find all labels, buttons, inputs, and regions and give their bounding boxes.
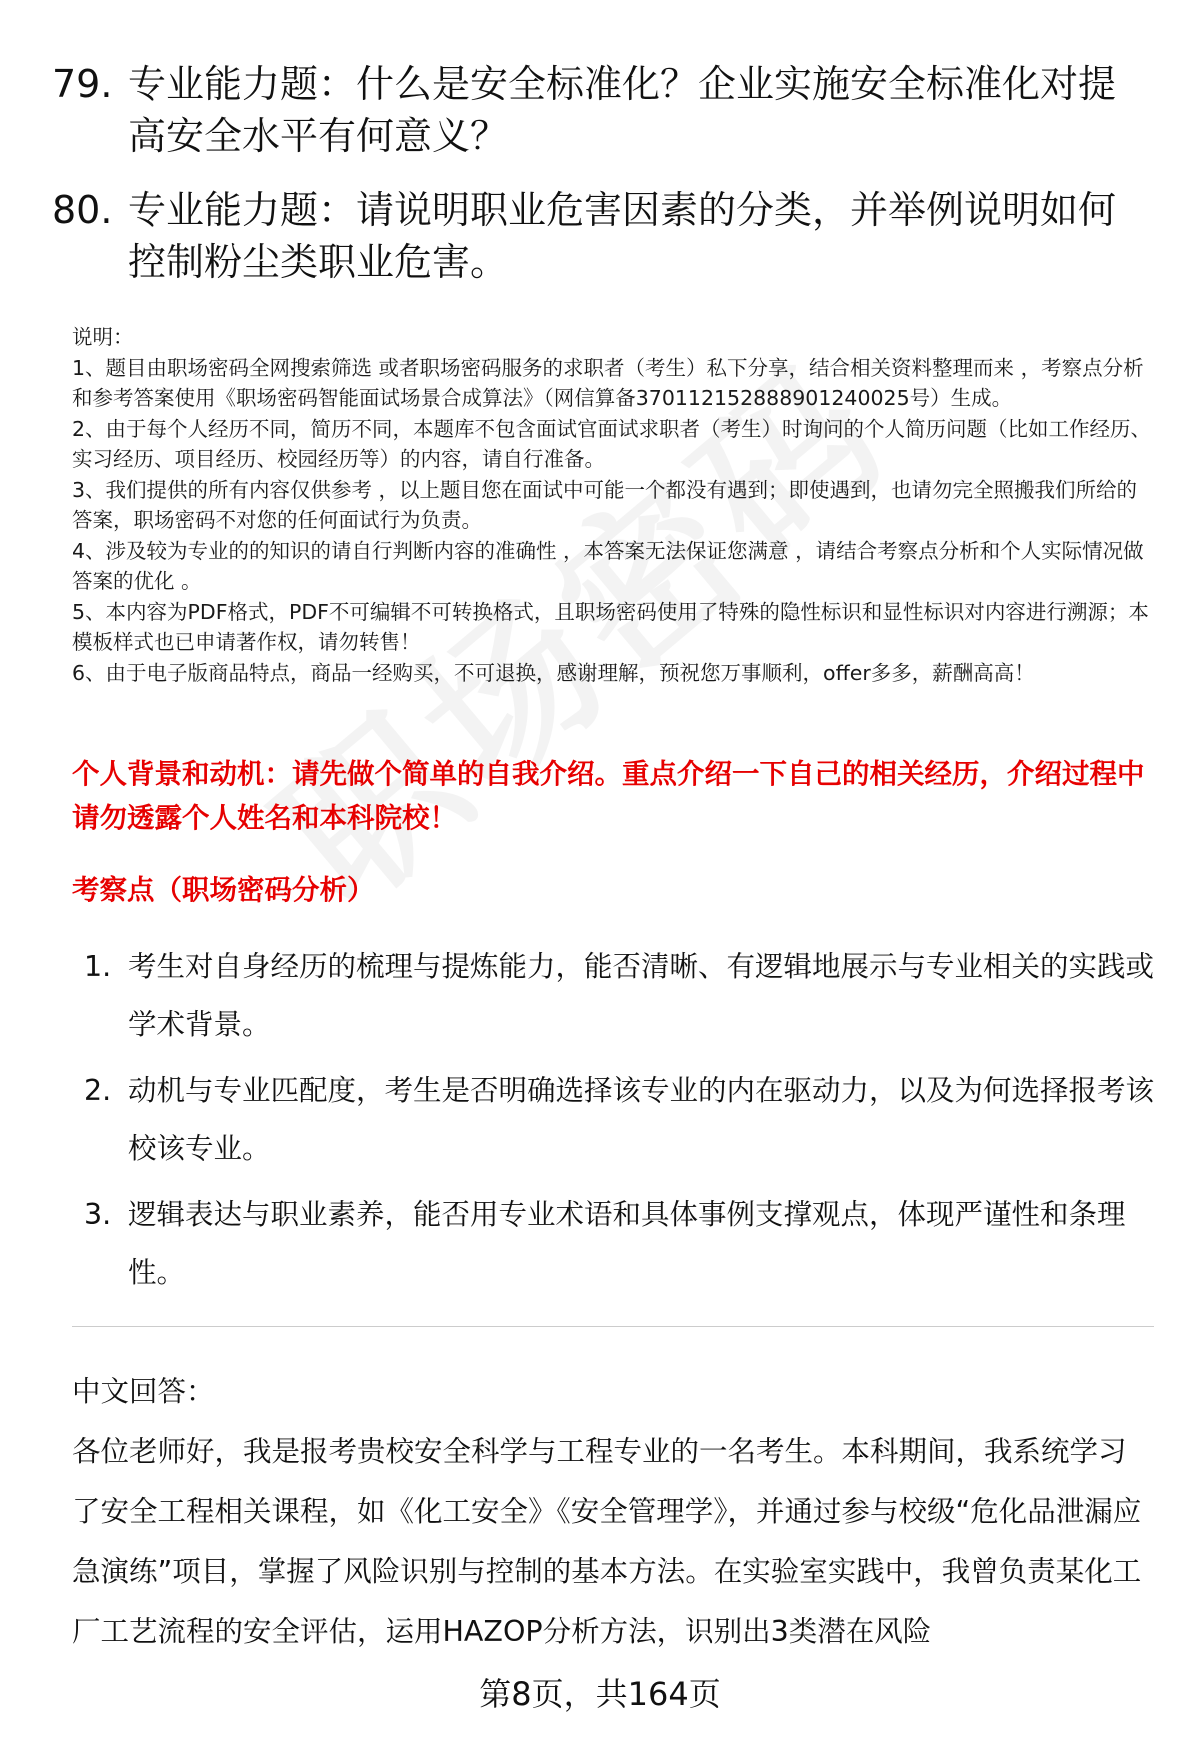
question-number: 80.	[52, 188, 113, 232]
note-item: 5、本内容为PDF格式，PDF不可编辑不可转换格式，且职场密码使用了特殊的隐性标识和显性标识对内容进行溯源；本模板样式也已申请著作权，请勿转售！	[72, 599, 1149, 654]
analysis-item	[84, 1062, 1154, 1178]
analysis-item	[84, 938, 1154, 1054]
note-item: 3、我们提供的所有内容仅供参考 ，以上题目您在面试中可能一个都没有遇到；即使遇到，也请勿完全照搬我们所给的答案，职场密码不对您的任何面试行为负责。	[72, 477, 1138, 532]
analysis-number: 2.	[84, 1074, 112, 1107]
question-text: 专业能力题：请说明职业危害因素的分类，并举例说明如何控制粉尘类职业危害。	[128, 188, 1117, 284]
analysis-text: 逻辑表达与职业素养，能否用专业术语和具体事例支撑观点，体现严谨性和条理性。	[128, 1198, 1126, 1289]
current-question: 个人背景和动机：请先做个简单的自我介绍。重点介绍一下自己的相关经历，介绍过程中请勿透露个人姓名和本科院校！	[72, 758, 1145, 834]
note-item: 6、由于电子版商品特点，商品一经购买，不可退换，感谢理解，预祝您万事顺利，offer多多，薪酬高高！	[72, 660, 1035, 685]
notes-heading: 说明：	[72, 325, 134, 349]
note-item: 1、题目由职场密码全网搜索筛选 或者职场密码服务的求职者（考生）私下分享，结合相关资料整理而来 ，考察点分析和参考答案使用《职场密码智能面试场景合成算法》（网信算备370112152888901240025号）生成。	[72, 355, 1144, 410]
analysis-list	[84, 938, 1154, 1310]
section-divider	[72, 1326, 1154, 1327]
note-item: 2、由于每个人经历不同，简历不同，本题库不包含面试官面试求职者（考生）时询问的个人简历问题（比如工作经历、实习经历、项目经历、校园经历等）的内容，请自行准备。	[72, 416, 1152, 471]
page-footer: 第8页，共164页	[479, 1675, 721, 1713]
notes-section	[72, 322, 1152, 688]
analysis-item	[84, 1186, 1154, 1302]
question-item	[52, 58, 1152, 162]
answer-section	[72, 1362, 1154, 1662]
analysis-text: 动机与专业匹配度，考生是否明确选择该专业的内在驱动力，以及为何选择报考该校该专业。	[128, 1074, 1155, 1165]
question-list	[52, 58, 1152, 310]
answer-heading: 中文回答：	[72, 1375, 215, 1408]
analysis-text: 考生对自身经历的梳理与提炼能力，能否清晰、有逻辑地展示与专业相关的实践或学术背景。	[128, 950, 1155, 1041]
question-item	[52, 184, 1152, 288]
analysis-number: 1.	[84, 950, 112, 983]
question-text: 专业能力题：什么是安全标准化？企业实施安全标准化对提高安全水平有何意义？	[128, 62, 1117, 158]
question-number: 79.	[52, 62, 113, 106]
note-item: 4、涉及较为专业的的知识的请自行判断内容的准确性 ，本答案无法保证您满意 ，请结合考察点分析和个人实际情况做答案的优化 。	[72, 538, 1144, 593]
analysis-number: 3.	[84, 1198, 112, 1231]
analysis-heading: 考察点（职场密码分析）	[72, 874, 375, 906]
answer-text: 各位老师好，我是报考贵校安全科学与工程专业的一名考生。本科期间，我系统学习了安全工程相关课程，如《化工安全》《安全管理学》，并通过参与校级“危化品泄漏应急演练”项目，掌握了风险识别与控制的基本方法。在实验室实践中，我曾负责某化工厂工艺流程的安全评估，运用HAZOP分析方法，识别出3类潜在风险	[72, 1435, 1142, 1648]
